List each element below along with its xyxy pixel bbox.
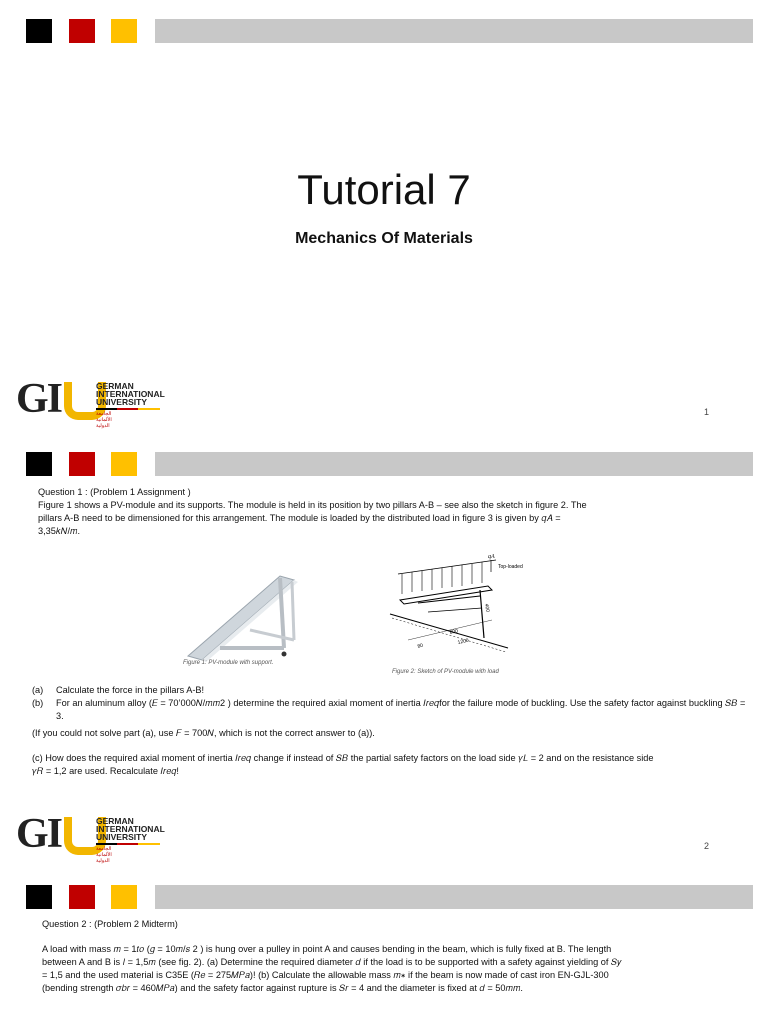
question-2-heading: Question 2 : (Problem 2 Midterm) — [42, 919, 178, 929]
logo-org-name — [96, 817, 165, 841]
logo-flag-stripe — [96, 408, 160, 410]
header-square-yellow — [111, 452, 137, 476]
part-a-marker: (a) — [32, 685, 44, 695]
header-square-yellow — [111, 885, 137, 909]
header-square-yellow — [111, 19, 137, 43]
slide-3 — [0, 880, 768, 1024]
header-bar — [155, 19, 753, 43]
part-b-text: For an aluminum alloy (𝐸 = 70’000𝑁/𝑚𝑚2 ) determine the required axial moment of inertia 𝐼𝑟𝑒𝑞for the failure mode of buckling. Use the safety factor against buckling 𝑆𝐵 = 3. — [56, 698, 746, 721]
logo-org-name — [96, 382, 165, 406]
logo-arabic: الجامعة الألمانية الدولية — [96, 846, 112, 864]
sketch-dim-400: 400 — [483, 603, 491, 613]
part-a — [32, 684, 752, 697]
header-square-red — [69, 19, 95, 43]
pv-module-figure — [180, 568, 320, 663]
part-c-line1: (c) How does the required axial moment of inertia 𝐼𝑟𝑒𝑞 change if instead of 𝑆𝐵 the partial safety factors on the load side 𝛾𝐿 = 2 and on the resistance side — [32, 753, 654, 763]
sketch-dim-1200: 1200 — [457, 637, 470, 646]
logo-letters: GI — [16, 376, 62, 422]
part-b — [32, 697, 752, 723]
part-b-marker: (b) — [32, 698, 44, 708]
question-1-line1: Figure 1 shows a PV-module and its supports. The module is held in its position by two pillars A-B – see also the sketch in figure 2. The — [38, 500, 587, 510]
logo-arabic: الجامعة الألمانية الدولية — [96, 411, 112, 429]
question-1-parts — [32, 684, 752, 778]
slide-1 — [0, 0, 768, 440]
logo-flag-stripe — [96, 843, 160, 845]
sketch-label-qa: qA — [488, 554, 495, 560]
slide-subtitle: Mechanics Of Materials — [295, 230, 473, 247]
question-2-line3: = 1,5 and the used material is C35E (𝑅𝑒 = 275𝑀𝑃𝑎)! (b) Calculate the allowable mass 𝑚∗ if the beam is now made of cast iron EN-GJL-300 — [42, 970, 609, 980]
slide-2 — [0, 440, 768, 880]
page-number: 1 — [704, 407, 710, 417]
question-1-intro — [38, 486, 748, 538]
figure-1-caption: Figure 1: PV-module with support. — [183, 660, 274, 666]
header-bar — [155, 452, 753, 476]
question-1-heading: Question 1 : (Problem 1 Assignment ) — [38, 487, 191, 497]
logo-org-line1: GERMAN — [96, 381, 134, 391]
logo-org-line2: INTERNATIONAL — [96, 389, 165, 399]
page-number: 2 — [704, 841, 710, 851]
sketch-label-load: Top-loaded — [498, 564, 523, 570]
figure-2-caption: Figure 2: Sketch of PV-module with load — [392, 669, 499, 675]
question-2-line2: between A and B is 𝑙 = 1,5𝑚 (see fig. 2). (a) Determine the required diameter 𝑑 if the load is to be supported with a safety against yielding of 𝑆𝑦 — [42, 957, 622, 967]
header-square-black — [26, 19, 52, 43]
sketch-dim-800: 800 — [449, 628, 459, 636]
sketch-dim-80: 80 — [416, 642, 424, 650]
logo-org-line3: UNIVERSITY — [96, 832, 148, 842]
header-square-black — [26, 452, 52, 476]
header-bar — [155, 885, 753, 909]
question-2-line1: A load with mass 𝑚 = 1𝑡𝑜 (𝑔 = 10𝑚/𝑠 2 ) is hung over a pulley in point A and causes bending in the beam, which is fully fixed at B. The length — [42, 944, 612, 954]
logo-org-line3: UNIVERSITY — [96, 397, 148, 407]
logo-org-line1: GERMAN — [96, 816, 134, 826]
header-square-red — [69, 452, 95, 476]
pv-sketch-figure — [388, 550, 523, 668]
logo-org-line2: INTERNATIONAL — [96, 824, 165, 834]
header-square-black — [26, 885, 52, 909]
header-square-red — [69, 885, 95, 909]
part-c-line2: 𝛾𝑅 = 1,2 are used. Recalculate 𝐼𝑟𝑒𝑞! — [32, 766, 179, 776]
logo-letters: GI — [16, 811, 62, 857]
part-b-note: (If you could not solve part (a), use 𝐹 = 700𝑁, which is not the correct answer to (a)). — [32, 728, 375, 738]
question-1-line3: 3,35𝑘𝑁/𝑚. — [38, 526, 81, 536]
question-1-line2: pillars A-B need to be dimensioned for this arrangement. The module is loaded by the distributed load in figure 3 is given by 𝑞𝐴 = — [38, 513, 561, 523]
part-a-text: Calculate the force in the pillars A-B! — [56, 685, 205, 695]
slide-title: Tutorial 7 — [297, 166, 471, 213]
question-2-line4: (bending strength 𝜎𝑏𝑟 = 460𝑀𝑃𝑎) and the safety factor against rupture is 𝑆𝑟 = 4 and the diameter is fixed at 𝑑 = 50𝑚𝑚. — [42, 983, 523, 993]
question-2 — [42, 918, 748, 995]
